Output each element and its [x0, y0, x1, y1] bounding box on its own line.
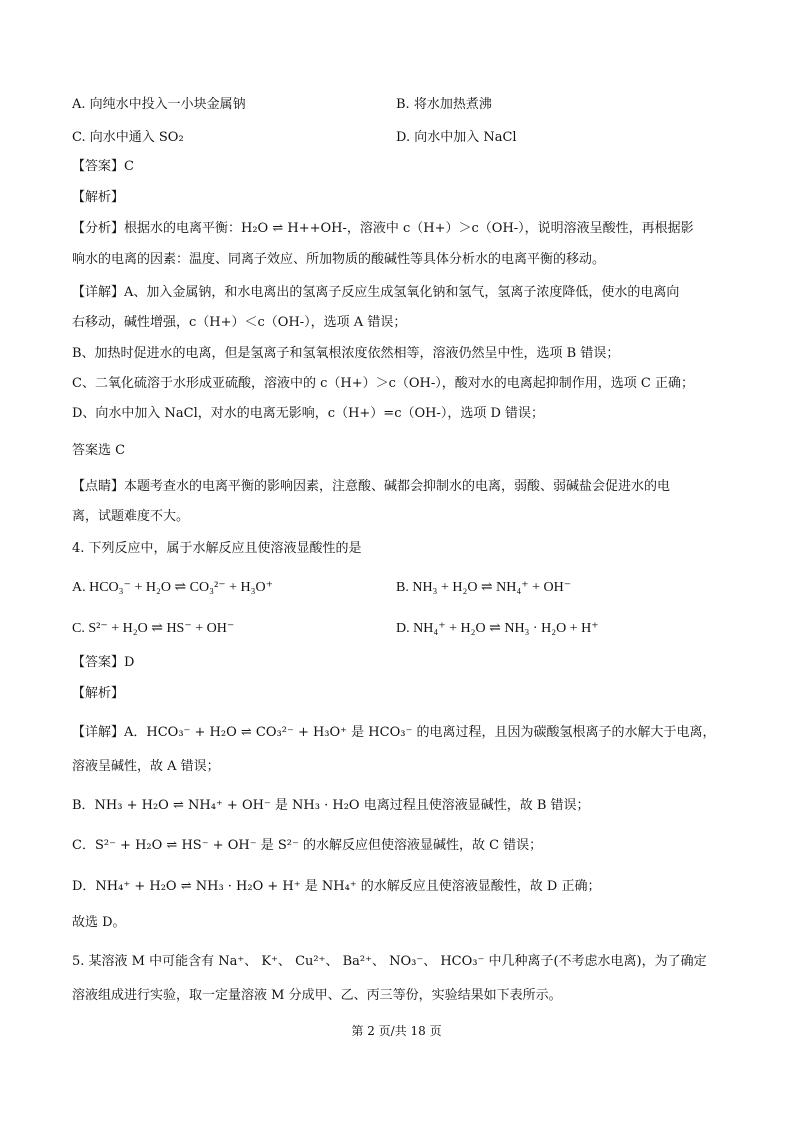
q4-detail-d: D．NH₄⁺ + H₂O ⇌ NH₃ · H₂O + H⁺ 是 NH₄⁺ 的水解反应且使溶液显酸性，故 D 正确；: [72, 879, 601, 894]
q3-fenxi-line2: 响水的电离的因素：温度、同离子效应、所加物质的酸碱性等具体分析水的电离平衡的移动。: [72, 252, 606, 267]
q5-stem-line1: 5. 某溶液 M 中可能含有 Na⁺、 K⁺、 Cu²⁺、 Ba²⁺、 NO₃⁻、 HCO₃⁻ 中几种离子(不考虑水电离)，为了确定: [72, 954, 707, 969]
q3-detail-b: B、加热时促进水的电离，但是氢离子和氢氧根浓度依然相等，溶液仍然呈中性，选项 B 错误；: [72, 346, 620, 361]
q4-detail-a-line2: 溶液呈碱性，故 A 错误；: [72, 759, 220, 774]
q4-conclusion: 故选 D。: [72, 915, 126, 930]
q4-answer: 【答案】D: [72, 655, 135, 670]
q4-analysis-heading: 【解析】: [72, 686, 125, 701]
q4-detail-c: C．S²⁻ + H₂O ⇌ HS⁻ + OH⁻ 是 S²⁻ 的水解反应但使溶液显碱性，故 C 错误；: [72, 838, 543, 853]
q3-option-b: B. 将水加热煮沸: [396, 97, 492, 112]
q4-option-a: A. HCO₃⁻ + H₂O ⇌ CO₃²⁻ + H₃O⁺: [72, 580, 273, 595]
q5-stem-line2: 溶液组成进行实验，取一定量溶液 M 分成甲、乙、丙三等份，实验结果如下表所示。: [72, 988, 562, 1003]
q4-option-b: B. NH₃ + H₂O ⇌ NH₄⁺ + OH⁻: [396, 580, 572, 595]
q4-detail-b: B．NH₃ + H₂O ⇌ NH₄⁺ + OH⁻ 是 NH₃ · H₂O 电离过程且使溶液显碱性，故 B 错误；: [72, 798, 590, 813]
q3-detail-d: D、向水中加入 NaCl，对水的电离无影响，c（H+）=c（OH-），选项 D 错误；: [72, 406, 545, 421]
q3-conclusion: 答案选 C: [72, 443, 126, 458]
q4-option-c: C. S²⁻ + H₂O ⇌ HS⁻ + OH⁻: [72, 621, 235, 636]
page-footer: 第 2 页/共 18 页: [351, 1024, 442, 1038]
q3-analysis-heading: 【解析】: [72, 190, 125, 205]
q4-option-d: D. NH₄⁺ + H₂O ⇌ NH₃ · H₂O + H⁺: [396, 621, 599, 636]
q3-option-c: C. 向水中通入 SO₂: [72, 130, 184, 145]
q4-stem: 4. 下列反应中，属于水解反应且使溶液显酸性的是: [72, 541, 362, 556]
q3-dianjing-line1: 【点睛】本题考查水的电离平衡的影响因素，注意酸、碱都会抑制水的电离，弱酸、弱碱盐会促进水的电: [72, 479, 671, 494]
q4-detail-a-line1: 【详解】A．HCO₃⁻ + H₂O ⇌ CO₃²⁻ + H₃O⁺ 是 HCO₃⁻ 的电离过程，且因为碳酸氢根离子的水解大于电离，: [72, 725, 716, 740]
q3-option-d: D. 向水中加入 NaCl: [396, 130, 517, 145]
q3-dianjing-line2: 离，试题难度不大。: [72, 509, 190, 524]
q3-option-a: A. 向纯水中投入一小块金属钠: [72, 97, 246, 112]
q3-detail-c: C、二氧化硫溶于水形成亚硫酸，溶液中的 c（H+）＞c（OH-），酸对水的电离起抑制作用，选项 C 正确；: [72, 376, 694, 391]
q3-detail-a-line2: 右移动，碱性增强，c（H+）＜c（OH-），选项 A 错误；: [72, 315, 407, 330]
q3-fenxi-line1: 【分析】根据水的电离平衡：H₂O ⇌ H++OH-，溶液中 c（H+）＞c（OH-），说明溶液呈酸性，再根据影: [72, 221, 694, 236]
q3-answer: 【答案】C: [72, 159, 134, 174]
q3-detail-a-line1: 【详解】A、加入金属钠，和水电离出的氢离子反应生成氢氧化钠和氢气，氢离子浓度降低，使水的电离向: [72, 285, 680, 300]
